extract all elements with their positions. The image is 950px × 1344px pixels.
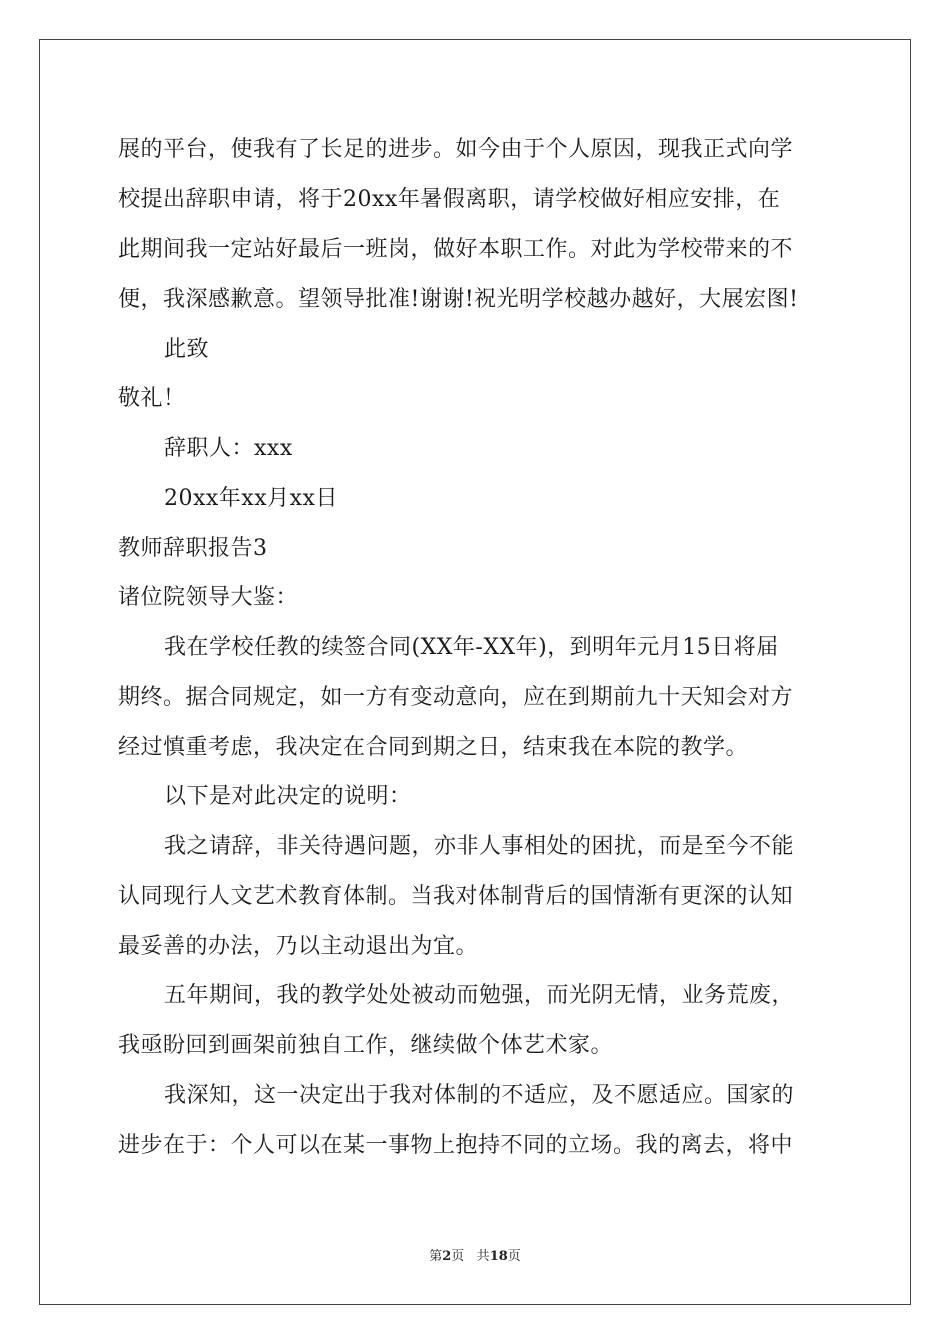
text-line: 我深知，这一决定出于我对体制的不适应，及不愿适应。国家的 — [164, 1083, 795, 1108]
footer-prefix: 第 — [429, 1249, 443, 1264]
footer-total-prefix: 共 — [476, 1249, 490, 1264]
text-line: 五年期间，我的教学处处被动而勉强，而光阴无情，业务荒废， — [164, 983, 795, 1008]
text-line: 经过慎重考虑，我决定在合同到期之日，结束我在本院的教学。 — [118, 735, 749, 760]
text-line: 此期间我一定站好最后一班岗，做好本职工作。对此为学校带来的不 — [118, 237, 794, 262]
signer: 辞职人：xxx — [164, 436, 293, 461]
letter-greeting: 诸位院领导大鉴： — [118, 585, 299, 610]
text-line: 以下是对此决定的说明： — [164, 784, 412, 809]
closing-regards: 敬礼！ — [118, 386, 186, 411]
text-line: 我之请辞，非关待遇问题，亦非人事相处的困扰，而是至今不能 — [164, 834, 795, 859]
total-page-count: 18 — [489, 1249, 508, 1264]
letter-date: 20xx年xx月xx日 — [164, 486, 338, 511]
section-title: 教师辞职报告3 — [118, 536, 268, 561]
text-line: 展的平台，使我有了长足的进步。如今由于个人原因，现我正式向学 — [118, 137, 794, 162]
page-border — [39, 39, 911, 1305]
text-line: 认同现行人文艺术教育体制。当我对体制背后的国情渐有更深的认知 — [118, 884, 794, 909]
text-line: 我在学校任教的续签合同(XX年-XX年)，到明年元月15日将届 — [164, 635, 779, 660]
footer-page-suffix: 页 — [451, 1249, 465, 1264]
page-footer — [0, 1245, 950, 1264]
text-line: 期终。据合同规定，如一方有变动意向，应在到期前九十天知会对方 — [118, 685, 794, 710]
footer-total-suffix: 页 — [507, 1249, 521, 1264]
text-line: 进步在于：个人可以在某一事物上抱持不同的立场。我的离去，将中 — [118, 1133, 794, 1158]
closing-salutation: 此致 — [164, 337, 210, 362]
text-line: 便，我深感歉意。望领导批准!谢谢!祝光明学校越办越好，大展宏图! — [118, 287, 799, 312]
text-line: 最妥善的办法，乃以主动退出为宜。 — [118, 934, 479, 959]
text-line: 我亟盼回到画架前独自工作，继续做个体艺术家。 — [118, 1033, 614, 1058]
text-line: 校提出辞职申请，将于20xx年暑假离职，请学校做好相应安排，在 — [118, 187, 781, 212]
current-page-number: 2 — [442, 1249, 452, 1264]
